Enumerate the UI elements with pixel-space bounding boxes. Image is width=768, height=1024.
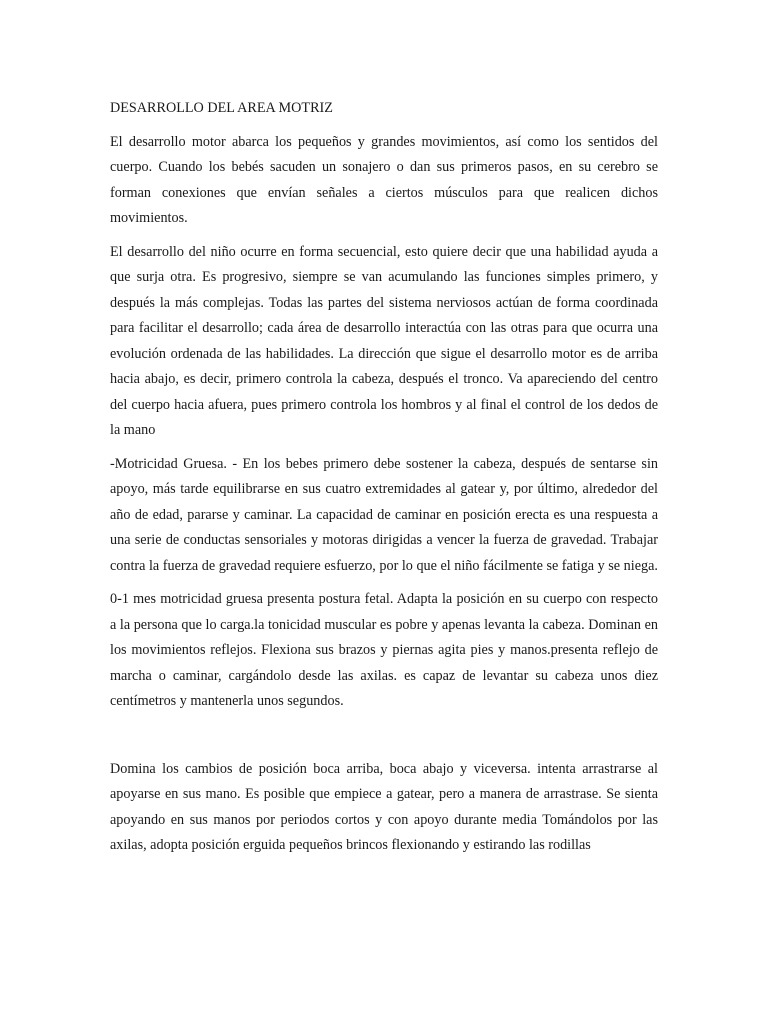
paragraph-motricidad-gruesa: -Motricidad Gruesa. - En los bebes primero debe sostener la cabeza, después de sentarse sin apoyo, más tarde equilibrarse en sus cuatro extremidades al gatear y, por último, alrededor del año de edad, pararse y caminar. La capacidad de caminar en posición erecta es una respuesta a una serie de conductas sensoriales y motoras dirigidas a vencer la fuerza de gravedad. Trabajar contra la fuerza de gravedad requiere esfuerzo, por lo que el niño fácilmente se fatiga y se niega.: [110, 455, 658, 574]
paragraph-cambios-posicion: Domina los cambios de posición boca arriba, boca abajo y viceversa. intenta arrastrarse al apoyarse en sus mano. Es posible que empiece a gatear, pero a manera de arrastrase. Se sienta apoyando en sus manos por periodos cortos y con apoyo durante media Tomándolos por las axilas, adopta posición erguida pequeños brincos flexionando y estirando las rodillas: [110, 760, 658, 853]
document-title: DESARROLLO DEL AREA MOTRIZ: [110, 100, 333, 116]
paragraph-0-1-mes: 0-1 mes motricidad gruesa presenta postura fetal. Adapta la posición en su cuerpo con respecto a la persona que lo carga.la tonicidad muscular es pobre y apenas levanta la cabeza. Dominan en los movimientos reflejos. Flexiona sus brazos y piernas agita pies y manos.presenta reflejo de marcha o caminar, cargándolo desde las axilas. es capaz de levantar su cabeza unos diez centímetros y mantenerla unos segundos.: [110, 591, 658, 709]
paragraph-intro: El desarrollo motor abarca los pequeños y grandes movimientos, así como los sentidos del cuerpo. Cuando los bebés sacuden un sonajero o dan sus primeros pasos, en su cerebro se forman conexiones que envían señales a ciertos músculos para que realicen dichos movimientos.: [110, 133, 658, 226]
paragraph-secuencial: El desarrollo del niño ocurre en forma secuencial, esto quiere decir que una habilidad ayuda a que surja otra. Es progresivo, siempre se van acumulando las funciones simples primero, y después la más complejas. Todas las partes del sistema nerviosos actúan de forma coordinada para facilitar el desarrollo; cada área de desarrollo interactúa con las otras para que ocurra una evolución ordenada de las habilidades. La dirección que sigue el desarrollo motor es de arriba hacia abajo, es decir, primero controla la cabeza, después el tronco. Va apareciendo del centro del cuerpo hacia afuera, pues primero controla los hombros y al final el control de los dedos de la mano: [110, 243, 658, 438]
